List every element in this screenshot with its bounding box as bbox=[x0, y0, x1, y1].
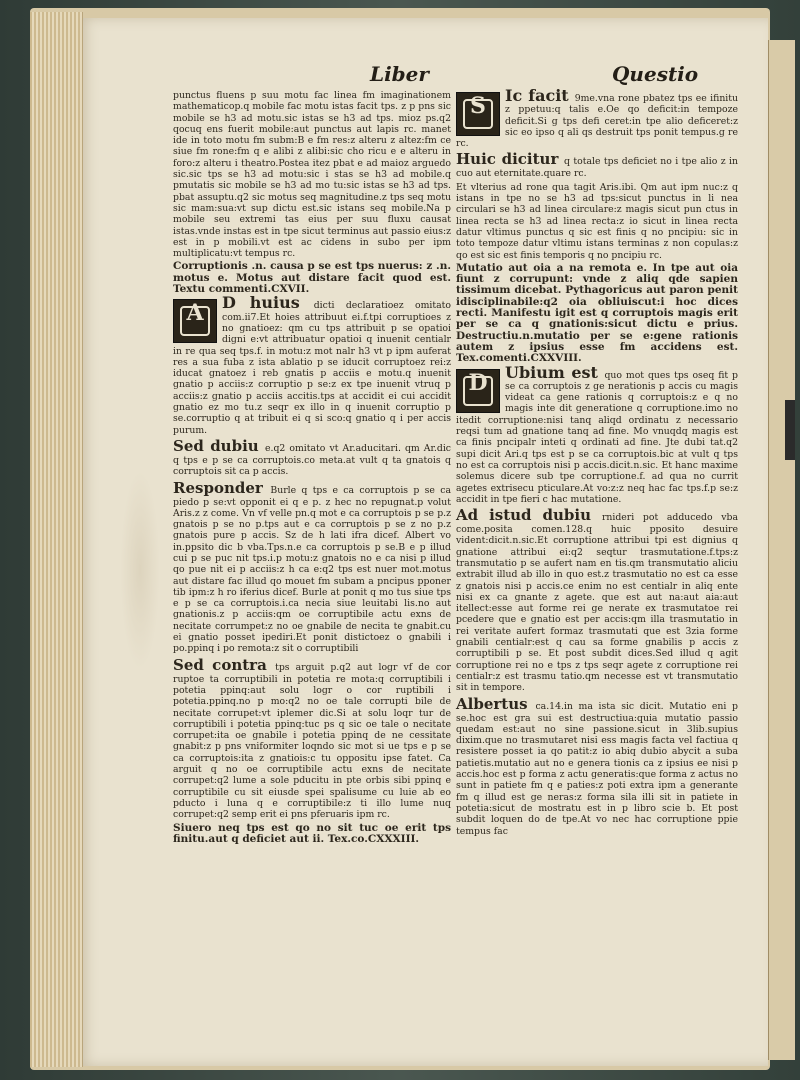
section-heading: Ad istud dubiu bbox=[456, 506, 602, 525]
paragraph bbox=[173, 293, 454, 436]
paragraph bbox=[456, 362, 741, 506]
lemma-text: Siuero neq tps est qo no sit tuc oe erit tps finitu.aut q deficiet aut ii. Tex.co.CXXXIII. bbox=[173, 821, 455, 845]
paragraph bbox=[456, 694, 741, 837]
initial-letter: D bbox=[468, 369, 488, 396]
lead-words: Ubium est bbox=[505, 362, 605, 382]
body-text: tps arguit p.q2 aut logr vf de cor ruptoe ta corruptibili in potetia re mota:q corruptibili i potetia ppinq:aut solu logr o cor ruptibili i potetia.ppinq.no p mo:q2 no oe tale corrupti bile de necitate corrupet:vt iplemer dic.Si at solu loqr tur de corruptibili i potetia ppinq:tuc ps q sic oe tale o necitate corrupet:ita oe gnabile i potetia ppinq de ne cessitate gnabit:z p pns vniformiter loqndo sic mot si ue tps e p se ca corruptois:ita z gnatiois:c tu oppositu ipse fatet. Ca arguit q no oe corruptibile actu exns de necitate corrupet:q2 lume a sole pducitu in pte orbis sibi ppinq e corruptibile cu sit eiusde spei spalisume cu luie ab eo pducto i luna q e corruptibile:z ti illo lume nuq corrupet:q2 semp erit ei pns pferuaris ipm rc. bbox=[173, 661, 454, 821]
lemma-text: Mutatio aut oia a na remota e. In tpe aut oia fiunt z corrupunt: vnde z aliq qde sapien tissimum dicebat. Pythagoricus aut paron penit idisciplinabile:q2 oia obliuiscut:i hoc dices recti. Manifestu igit est q corruptois magis erit per se ca q gnationis:sicut dictu e prius. Destructiu.n.mutatio per se e:gene rationis autem z ipsius esse fm accidens est. Tex.comenti.CXXVIII. bbox=[456, 261, 742, 365]
section-heading: Albertus bbox=[456, 694, 536, 713]
lead-words: Ic facit bbox=[505, 86, 575, 105]
paragraph bbox=[173, 655, 454, 821]
body-text: punctus fluens p suu motu fac linea fm imaginationem mathematicop.q mobile fac motu istas facit tps. z p pns sic mobile se h3 ad motu.sic istas se h3 ad tps. mioz ps.q2 qocuq ens fuerit mobile:aut punctus aut lapis rc. manet ide in toto motu fm subm:B e fm res:z alteru z altez:fm ce siue fm rone:fm q e alibi z alibi:sic cho ricu e e alteru in foro:z alteru i theatro.Postea itez pbat e ad maioz arguedo sic.sic tps se h3 ad motu:sic i stas se h3 ad mobile.q pmutatis sic mobile se h3 ad mo tu:sic istas se h3 ad tps. pbat assuptu.q2 sic motus seq magnitudine.z tps seq motu sic mam:sua:vt sup dictu est.sic istans seq mobile.Na p mobile seu extremi tas eius per suu fluxu causat istas.vnde instas est in tpe sicut terminus aut passio eius:z est in p mobili.vt est ac cidens in subo per ipm multiplicatu:vt tempus rc. bbox=[173, 90, 454, 260]
initial-letter: A bbox=[186, 300, 204, 327]
paragraph bbox=[456, 150, 741, 180]
paragraph bbox=[173, 260, 455, 296]
decorated-initial bbox=[456, 92, 500, 136]
body-text: rnideri pot adducedo vba come.posita comen.128.q huic pposito desuire vident:dicit.n.sic.Et corruptione attribui tpi est dignius q gnatione attribui ei:q2 seqtur trasmutatione.f.tps:z transmutatio p se aufert nam en tis.qm transmutatio aliciu extrabit illud ab illo in quo est.z trasmutatio no est ca esse z gnatois nisi p accis.ce enim no est centialr in aliq ente nisi ex ca gnante z agete. que est aut na:aut aia:aut itellect:esse aut forme rei ge nerate ex trasmutatoe rei pcedere que e gnatio est per accis:qm illa trasmutatio in rei veritate aufert formaz trasmutati que est 3zia forme gnabili centialr:est q cau sa forme gnabilis p accis z corruptibili p se. Et post subdit dices.Sed illud q agit corruptione rei no e tps z tps seqr agete z corruptione rei centialr:z est trasmu tatio.qm necesse est vt transmutatio sit in tempore. bbox=[456, 512, 741, 694]
decorated-initial bbox=[173, 299, 217, 343]
body-text: q totale tps deficiet no i tpe alio z in cuo aut eternitate.quare rc. bbox=[456, 156, 741, 180]
initial-letter: S bbox=[470, 93, 486, 119]
paragraph bbox=[456, 261, 742, 365]
section-heading: Huic dicitur bbox=[456, 150, 565, 169]
running-head-left: Liber bbox=[370, 62, 429, 86]
body-text: quo mot ques tps oseq fit p se ca corruptois z ge nerationis p accis cu magis videat ca gene rationis q corruptois:z e q no magis inte dit generatione q corruptione.imo no itedit corruptione:nisi tanq aliqd ordinatu z necessario reqsi tum ad gnatione tanq ad fine. Mo vnuqdq magis est ca finis pncipalr inteti q ordinati ad fine. Jte dubi tat.q2 supi dicit Ari.q tps est p se ca corruptois.bic at vult q tps no est ca corruptois nisi p accis.dicit.n.sic. Et hanc maxime solemus dicere sub tpe corruptione.f. ad qua no currit agetes extrisecu pticulare.At vo:z:z neq hac fac tps.f.p se:z accidit in tpe fieri c hac mutatione. bbox=[456, 369, 741, 505]
right-column bbox=[456, 86, 742, 920]
body-text: 9me.vna rone pbatez tps ee ifinitu z ppetuu:q talis e.Oe qo deficit:in tempoze deficit.Si g tps defi ceret:in tpe alio deficeret:z sic eo ipso q ali qs destruit tps ponit tempus.g re rc. bbox=[456, 93, 741, 150]
section-heading: Sed dubiu bbox=[173, 436, 266, 455]
paragraph bbox=[456, 506, 741, 694]
lead-words: D huius bbox=[222, 293, 314, 313]
paragraph bbox=[456, 181, 741, 261]
lemma-text: Corruptionis .n. causa p se est tps nuerus: z .n. motus e. Motus aut distare facit quod est. Textu commenti.CXVII. bbox=[173, 260, 455, 296]
page-stack bbox=[30, 12, 83, 1067]
section-heading: Responder bbox=[173, 478, 271, 497]
margin-stain bbox=[120, 470, 160, 670]
body-text: Burle q tps e ca corruptois p se ca piedo p se:vt opponit ei q e p. z hec no repugnat.p volut Aris.z z come. Vn vf velle pn.q mot e ca corruptois p se p.z gnatois p se no p.tps aut e ca corruptois p se z no p.z gnatois pure p accis. Sz de h lati ifra dicef. Albert vo in.ppsito dic b vba.Tps.n.e ca corruptois p se.B e p illud cui p se puc nit tps.i.p motu:z gnatois no e ca nisi p illud qo pue nit ei p acciis:z h ca e:q2 tps est nuer mot.motus aut distare fac illud qo mouet fm subam a pncipus pponer tib ipm:z h ro iferius dicef. Burle at ponit q mo tus siue tps e p se ca corruptois.i.ca necia siue leuitabi lis.no aut gnationis.z p acciis:qm oe corruptibile actu exns de necitate corrumpet:z no oe gnabile de necita te gnabit.cu ei gnatio posset ipediri.Et ponit distictoez o gnabili i po.ppinq i po remota:z sit o corruptibili bbox=[173, 484, 454, 655]
paragraph bbox=[173, 478, 454, 655]
facing-page-edge bbox=[768, 40, 795, 1060]
body-text: dicti declaratioez omitato com.ii7.Et hoies attribuut ei.f.tpi corruptioes z no gnatioez: qm cu tps attribuit p se opatioi digni e:vt attribuatur opatioi q inuenit centialr in re qua seq tps.f. in motu:z mot nalr h3 vt p ipm auferat res a sua fuba z ista ablatio p se iducit corruptoez rei:z iducat gnatoez i reb gnatis p acciis e motu.q inuenit gnatio p acciis:z corruptio p se:z ex tpe inuenit vtruq p acciis:z gnatio p acciis accitis.tps at accidit ei cui accidit gnatio ez mo tu.z seqr ex illo in q inuenit corruptio p se.corruptio q at tribuit ei q si sco:q gnatio q i per accis purum. bbox=[173, 300, 454, 436]
running-head-right: Questio bbox=[612, 62, 699, 86]
paragraph bbox=[173, 821, 455, 846]
section-heading: Sed contra bbox=[173, 655, 276, 674]
decorated-initial bbox=[456, 369, 500, 413]
paragraph bbox=[173, 90, 454, 260]
body-text: e.q2 omitato vt Ar.aducitari. qm Ar.dic q tps e p se ca corruptois.co meta.at vult q ta gnatois q corruptois sit ca p accis. bbox=[173, 442, 454, 478]
left-column bbox=[173, 90, 455, 930]
paragraph bbox=[456, 86, 741, 150]
body-text: ca.14.in ma ista sic dicit. Mutatio eni p se.hoc est gra sui est destructiua:quia mutatio passio quedam est:aut no sine passione.sicut in 3lib.supius dixim.que no trasmutaret nisi ess magis facta vel factiua q resistere posset ia qo patit:z io abiq dubio abycit a suba patietis.mutatio aut no e genera tionis ca z ipsius ee nisi p accis.hoc est p forma z actu generatis:que forma z actus no sunt in patiete fm q e paties:z poti extra ipm a generante fm q illud est ge neras:z forma sila illi sit in patiete in potetia:sicut de mostratu est in p libro scie b. Et post subdit loquen do de tpe.At vo nec hac corruptione ppie tempus fac bbox=[456, 700, 741, 837]
paragraph bbox=[173, 436, 454, 478]
body-text: Et vlterius ad rone qua tagit Aris.ibi. Qm aut ipm nuc:z q istans in tpe no se h3 ad tps:sicut punctus in li nea circulari se h3 ad linea circulare:z magis sicut pun ctus in linea recta se h3 ad linea recta:z io sicut in linea recta datur vltimus punctus q sic est finis q no pncipiu: sic in toto tempoze datur vltimu istans terminas z non copulas:z qo est sic est finis temporis q no pncipiu rc. bbox=[456, 181, 741, 261]
